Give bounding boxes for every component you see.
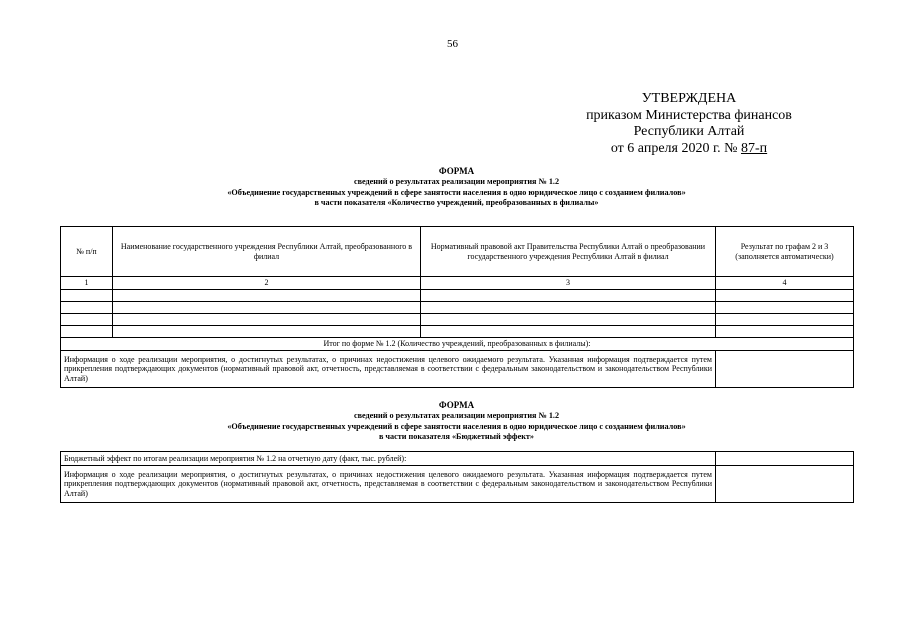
form2-indicator: в части показателя «Бюджетный эффект» [378, 432, 535, 442]
total-label: Итог по форме № 1.2 (Количество учреждений, преобразованных в филиалы): [61, 338, 854, 351]
info-text: Информация о ходе реализации мероприятия, о достигнутых результатах, о причинах недостижения целевого ожидаемого результата. Указанная информация подтверждается путем прикрепления подтверждающих документов (нормативный правовой акт, отчетность, представляемая в соответствии с федеральным законодательством и законодательством Республики Алтай) [61, 466, 716, 503]
table-cell[interactable] [716, 326, 854, 338]
table-column-number-row [61, 277, 854, 290]
info-text: Информация о ходе реализации мероприятия, о достигнутых результатах, о причинах недостижения целевого ожидаемого результата. Указанная информация подтверждается путем прикрепления подтверждающих документов (нормативный правовой акт, отчетность, представляемая в соответствии с федеральным законодательством и законодательством Республики Алтай) [61, 351, 716, 388]
table-cell[interactable] [61, 290, 113, 302]
header-number: № п/п [61, 227, 113, 277]
form2-title: ФОРМА [438, 400, 475, 410]
budget-label: Бюджетный эффект по итогам реализации мероприятия № 1.2 на отчетную дату (факт, тыс. рублей): [61, 452, 716, 466]
table-row [61, 326, 854, 338]
total-row [61, 338, 854, 351]
column-number-4: 4 [716, 277, 854, 290]
approval-date-text: от 6 апреля 2020 г. № [610, 140, 741, 156]
table-cell[interactable] [61, 326, 113, 338]
budget-row [61, 452, 854, 466]
info-value-cell[interactable] [716, 466, 854, 503]
page-number: 56 [447, 38, 458, 50]
form2-subtitle: сведений о результатах реализации мероприятия № 1.2 [353, 410, 560, 420]
form1-subtitle: сведений о результатах реализации мероприятия № 1.2 [353, 176, 560, 186]
approval-order-number: 87-п [740, 140, 768, 156]
info-row [61, 466, 854, 503]
header-result: Результат по графам 2 и 3 (заполняется автоматически) [716, 227, 854, 277]
form1-indicator: в части показателя «Количество учреждений, преобразованных в филиалы» [314, 198, 599, 208]
column-number-3: 3 [421, 277, 716, 290]
table-row [61, 290, 854, 302]
form2-heading [60, 400, 853, 443]
form1-title: ФОРМА [438, 166, 475, 176]
table-cell[interactable] [113, 290, 421, 302]
header-institution: Наименование государственного учреждения Республики Алтай, преобразованного в филиал [113, 227, 421, 277]
column-number-2: 2 [113, 277, 421, 290]
table-cell[interactable] [113, 326, 421, 338]
header-legal-act: Нормативный правовой акт Правительства Республики Алтай о преобразовании государственного учреждения Республики Алтай в филиал [421, 227, 716, 277]
column-number-1: 1 [61, 277, 113, 290]
table-cell[interactable] [61, 314, 113, 326]
table-row [61, 302, 854, 314]
budget-value-cell[interactable] [716, 452, 854, 466]
table-cell[interactable] [421, 290, 716, 302]
table-cell[interactable] [716, 314, 854, 326]
approval-title: УТВЕРЖДЕНА [641, 91, 737, 106]
info-row [61, 351, 854, 388]
table-cell[interactable] [716, 302, 854, 314]
info-value-cell[interactable] [716, 351, 854, 388]
table-cell[interactable] [61, 302, 113, 314]
table-cell[interactable] [113, 314, 421, 326]
form1-measure-name: «Объединение государственных учреждений в сфере занятости населения в одно юридическое лицо с созданием филиалов» [227, 187, 686, 197]
form1-table [60, 226, 854, 388]
table-header-row [61, 227, 854, 277]
table-row [61, 314, 854, 326]
approval-stamp [559, 91, 819, 157]
form2-table [60, 451, 854, 503]
table-cell[interactable] [421, 314, 716, 326]
table-cell[interactable] [421, 326, 716, 338]
approval-line-date [559, 141, 819, 158]
table-cell[interactable] [113, 302, 421, 314]
approval-line-republic: Республики Алтай [633, 124, 745, 139]
form1-heading [60, 166, 853, 209]
form2-measure-name: «Объединение государственных учреждений в сфере занятости населения в одно юридическое лицо с созданием филиалов» [227, 421, 686, 431]
table-cell[interactable] [421, 302, 716, 314]
table-cell[interactable] [716, 290, 854, 302]
approval-line-order: приказом Министерства финансов [586, 107, 792, 123]
